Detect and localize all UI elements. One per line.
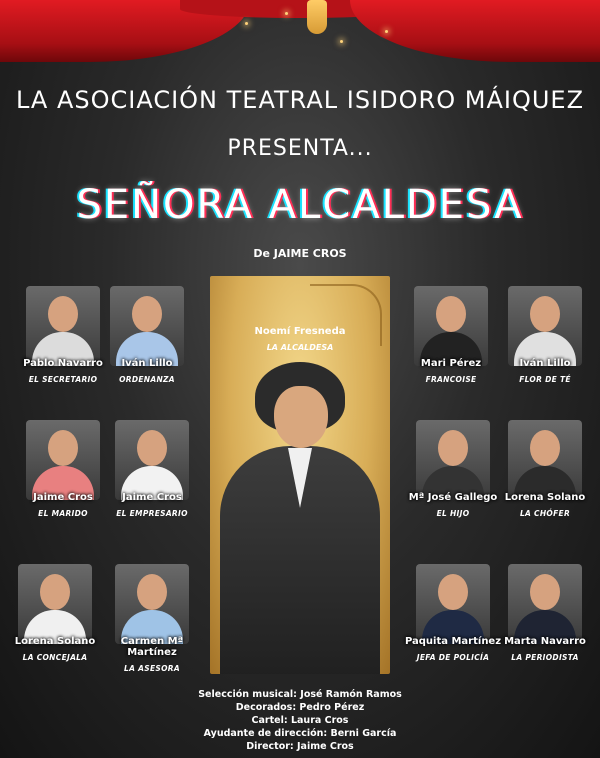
cast-role: EL MARIDO xyxy=(38,509,88,518)
sparkle xyxy=(385,30,388,33)
credit-line: Ayudante de dirección: Berni García xyxy=(203,728,397,739)
cast-name: Marta Navarro xyxy=(504,636,586,647)
cast-name: Mari Pérez xyxy=(420,358,482,369)
cast-photo xyxy=(110,286,184,366)
cast-member xyxy=(97,564,207,673)
sparkle xyxy=(340,40,343,43)
cast-name: Iván Lillo xyxy=(519,358,571,369)
lead-poster xyxy=(210,276,390,674)
cast-name: Mª José Gallego xyxy=(408,492,498,503)
cast-member xyxy=(97,420,207,518)
cast-photo xyxy=(26,420,100,500)
cast-role: EL HIJO xyxy=(436,509,470,518)
author-line: De JAIME CROS xyxy=(253,247,347,260)
lead-name: Noemí Fresneda xyxy=(254,326,346,337)
credit-line: Selección musical: José Ramón Ramos xyxy=(198,689,402,700)
credit-line: Cartel: Laura Cros xyxy=(251,715,349,726)
cast-photo xyxy=(115,420,189,500)
presents-line: PRESENTA... xyxy=(227,136,373,161)
cast-photo xyxy=(18,564,92,644)
play-title: SEÑORA ALCALDESA xyxy=(76,182,524,228)
cast-name: Lorena Solano xyxy=(504,492,586,503)
cast-name: Jaime Cros xyxy=(33,492,93,503)
cast-photo xyxy=(416,564,490,644)
cast-photo xyxy=(26,286,100,366)
face-figure xyxy=(274,386,328,448)
cast-role: JEFA DE POLICÍA xyxy=(416,653,490,662)
tassel-icon xyxy=(307,0,327,34)
cast-role: LA CHÓFER xyxy=(519,509,571,518)
cast-role: LA ASESORA xyxy=(124,664,180,673)
credits-block xyxy=(150,688,450,753)
presenter-line: LA ASOCIACIÓN TEATRAL ISIDORO MÁIQUEZ xyxy=(15,86,585,114)
cast-role: LA PERIODISTA xyxy=(511,653,579,662)
cast-role: LA CONCEJALA xyxy=(22,653,88,662)
cast-member xyxy=(490,286,600,384)
cast-member xyxy=(92,286,202,384)
cast-name: Paquita Martínez xyxy=(404,636,502,647)
cast-photo xyxy=(508,564,582,644)
cast-name: Iván Lillo xyxy=(121,358,173,369)
credit-line: Director: Jaime Cros xyxy=(246,741,354,752)
credit-line: Decorados: Pedro Pérez xyxy=(235,702,365,713)
cast-photo xyxy=(508,420,582,500)
cast-photo xyxy=(115,564,189,644)
cast-photo xyxy=(416,420,490,500)
cast-member xyxy=(0,564,110,662)
cast-name: Lorena Solano xyxy=(14,636,96,647)
sparkle xyxy=(245,22,248,25)
lead-role: LA ALCALDESA xyxy=(266,343,334,352)
cast-role: ORDENANZA xyxy=(119,375,175,384)
cast-photo xyxy=(414,286,488,366)
cast-name: Jaime Cros xyxy=(122,492,182,503)
cast-role: EL EMPRESARIO xyxy=(116,509,188,518)
cast-role: FRANCOISE xyxy=(425,375,477,384)
sparkle xyxy=(285,12,288,15)
cast-name: Pablo Navarro xyxy=(23,358,103,369)
cast-member xyxy=(490,420,600,518)
cast-role: FLOR DE TÉ xyxy=(519,375,571,384)
cast-name: Carmen Mª Martínez xyxy=(120,636,184,658)
cast-role: EL SECRETARIO xyxy=(28,375,98,384)
cast-photo xyxy=(508,286,582,366)
cast-member xyxy=(490,564,600,662)
